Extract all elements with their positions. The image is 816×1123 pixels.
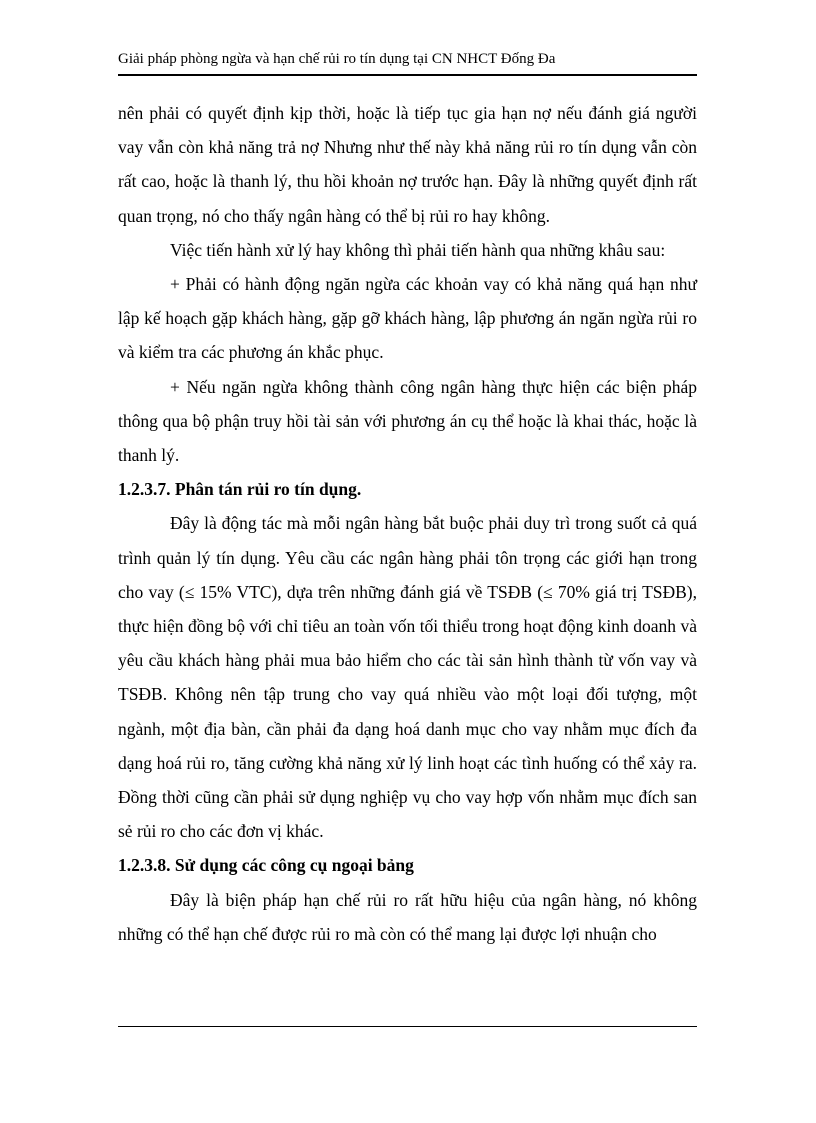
paragraph: nên phải có quyết định kịp thời, hoặc là tiếp tục gia hạn nợ nếu đánh giá người vay vẫn còn khả năng trả nợ Nhưng như thế này khả năng rủi ro tín dụng vẫn còn rất cao, hoặc là thanh lý, thu hồi khoản nợ trước hạn. Đây là những quyết định rất quan trọng, nó cho thấy ngân hàng có thể bị rủi ro hay không. [118,103,697,226]
paragraph: Việc tiến hành xử lý hay không thì phải tiến hành qua những khâu sau: [170,239,666,260]
paragraph: Đây là động tác mà mỗi ngân hàng bắt buộc phải duy trì trong suốt cả quá trình quản lý tín dụng. Yêu cầu các ngân hàng phải tôn trọng các giới hạn trong cho vay (≤ 15% VTC), dựa trên những đánh giá về TSĐB (≤ 70% giá trị TSĐB), thực hiện đồng bộ với chỉ tiêu an toàn vốn tối thiểu trong hoạt động kinh doanh và yêu cầu khách hàng phải mua bảo hiểm cho các tài sản hình thành từ vốn vay và TSĐB. Không nên tập trung cho vay quá nhiều vào một loại đối tượng, một ngành, một địa bàn, cần phải đa dạng hoá danh mục cho vay nhằm mục đích đa dạng hoá rủi ro, tăng cường khả năng xử lý linh hoạt các tình huống có thể xảy ra. Đồng thời cũng cần phải sử dụng nghiệp vụ cho vay hợp vốn nhằm mục đích san sẻ rủi ro cho các đơn vị khác. [118,513,697,842]
section-heading: 1.2.3.7. Phân tán rủi ro tín dụng. [118,479,362,500]
paragraph: + Nếu ngăn ngừa không thành công ngân hàng thực hiện các biện pháp thông qua bộ phận truy hồi tài sản với phương án cụ thể hoặc là khai thác, hoặc là thanh lý. [118,376,697,466]
paragraph: Đây là biện pháp hạn chế rủi ro rất hữu hiệu của ngân hàng, nó không những có thể hạn chế được rủi ro mà còn có thể mang lại được lợi nhuận cho [118,889,697,944]
section-heading: 1.2.3.8. Sử dụng các công cụ ngoại bảng [118,855,414,876]
page-body [118,96,697,951]
paragraph: + Phải có hành động ngăn ngừa các khoản vay có khả năng quá hạn như lập kế hoạch gặp khách hàng, gặp gỡ khách hàng, lập phương án ngăn ngừa rủi ro và kiểm tra các phương án khắc phục. [118,274,697,363]
footer-divider [118,1026,697,1027]
running-header: Giải pháp phòng ngừa và hạn chế rủi ro tín dụng tại CN NHCT Đống Đa [118,51,556,67]
header-divider [118,74,697,76]
